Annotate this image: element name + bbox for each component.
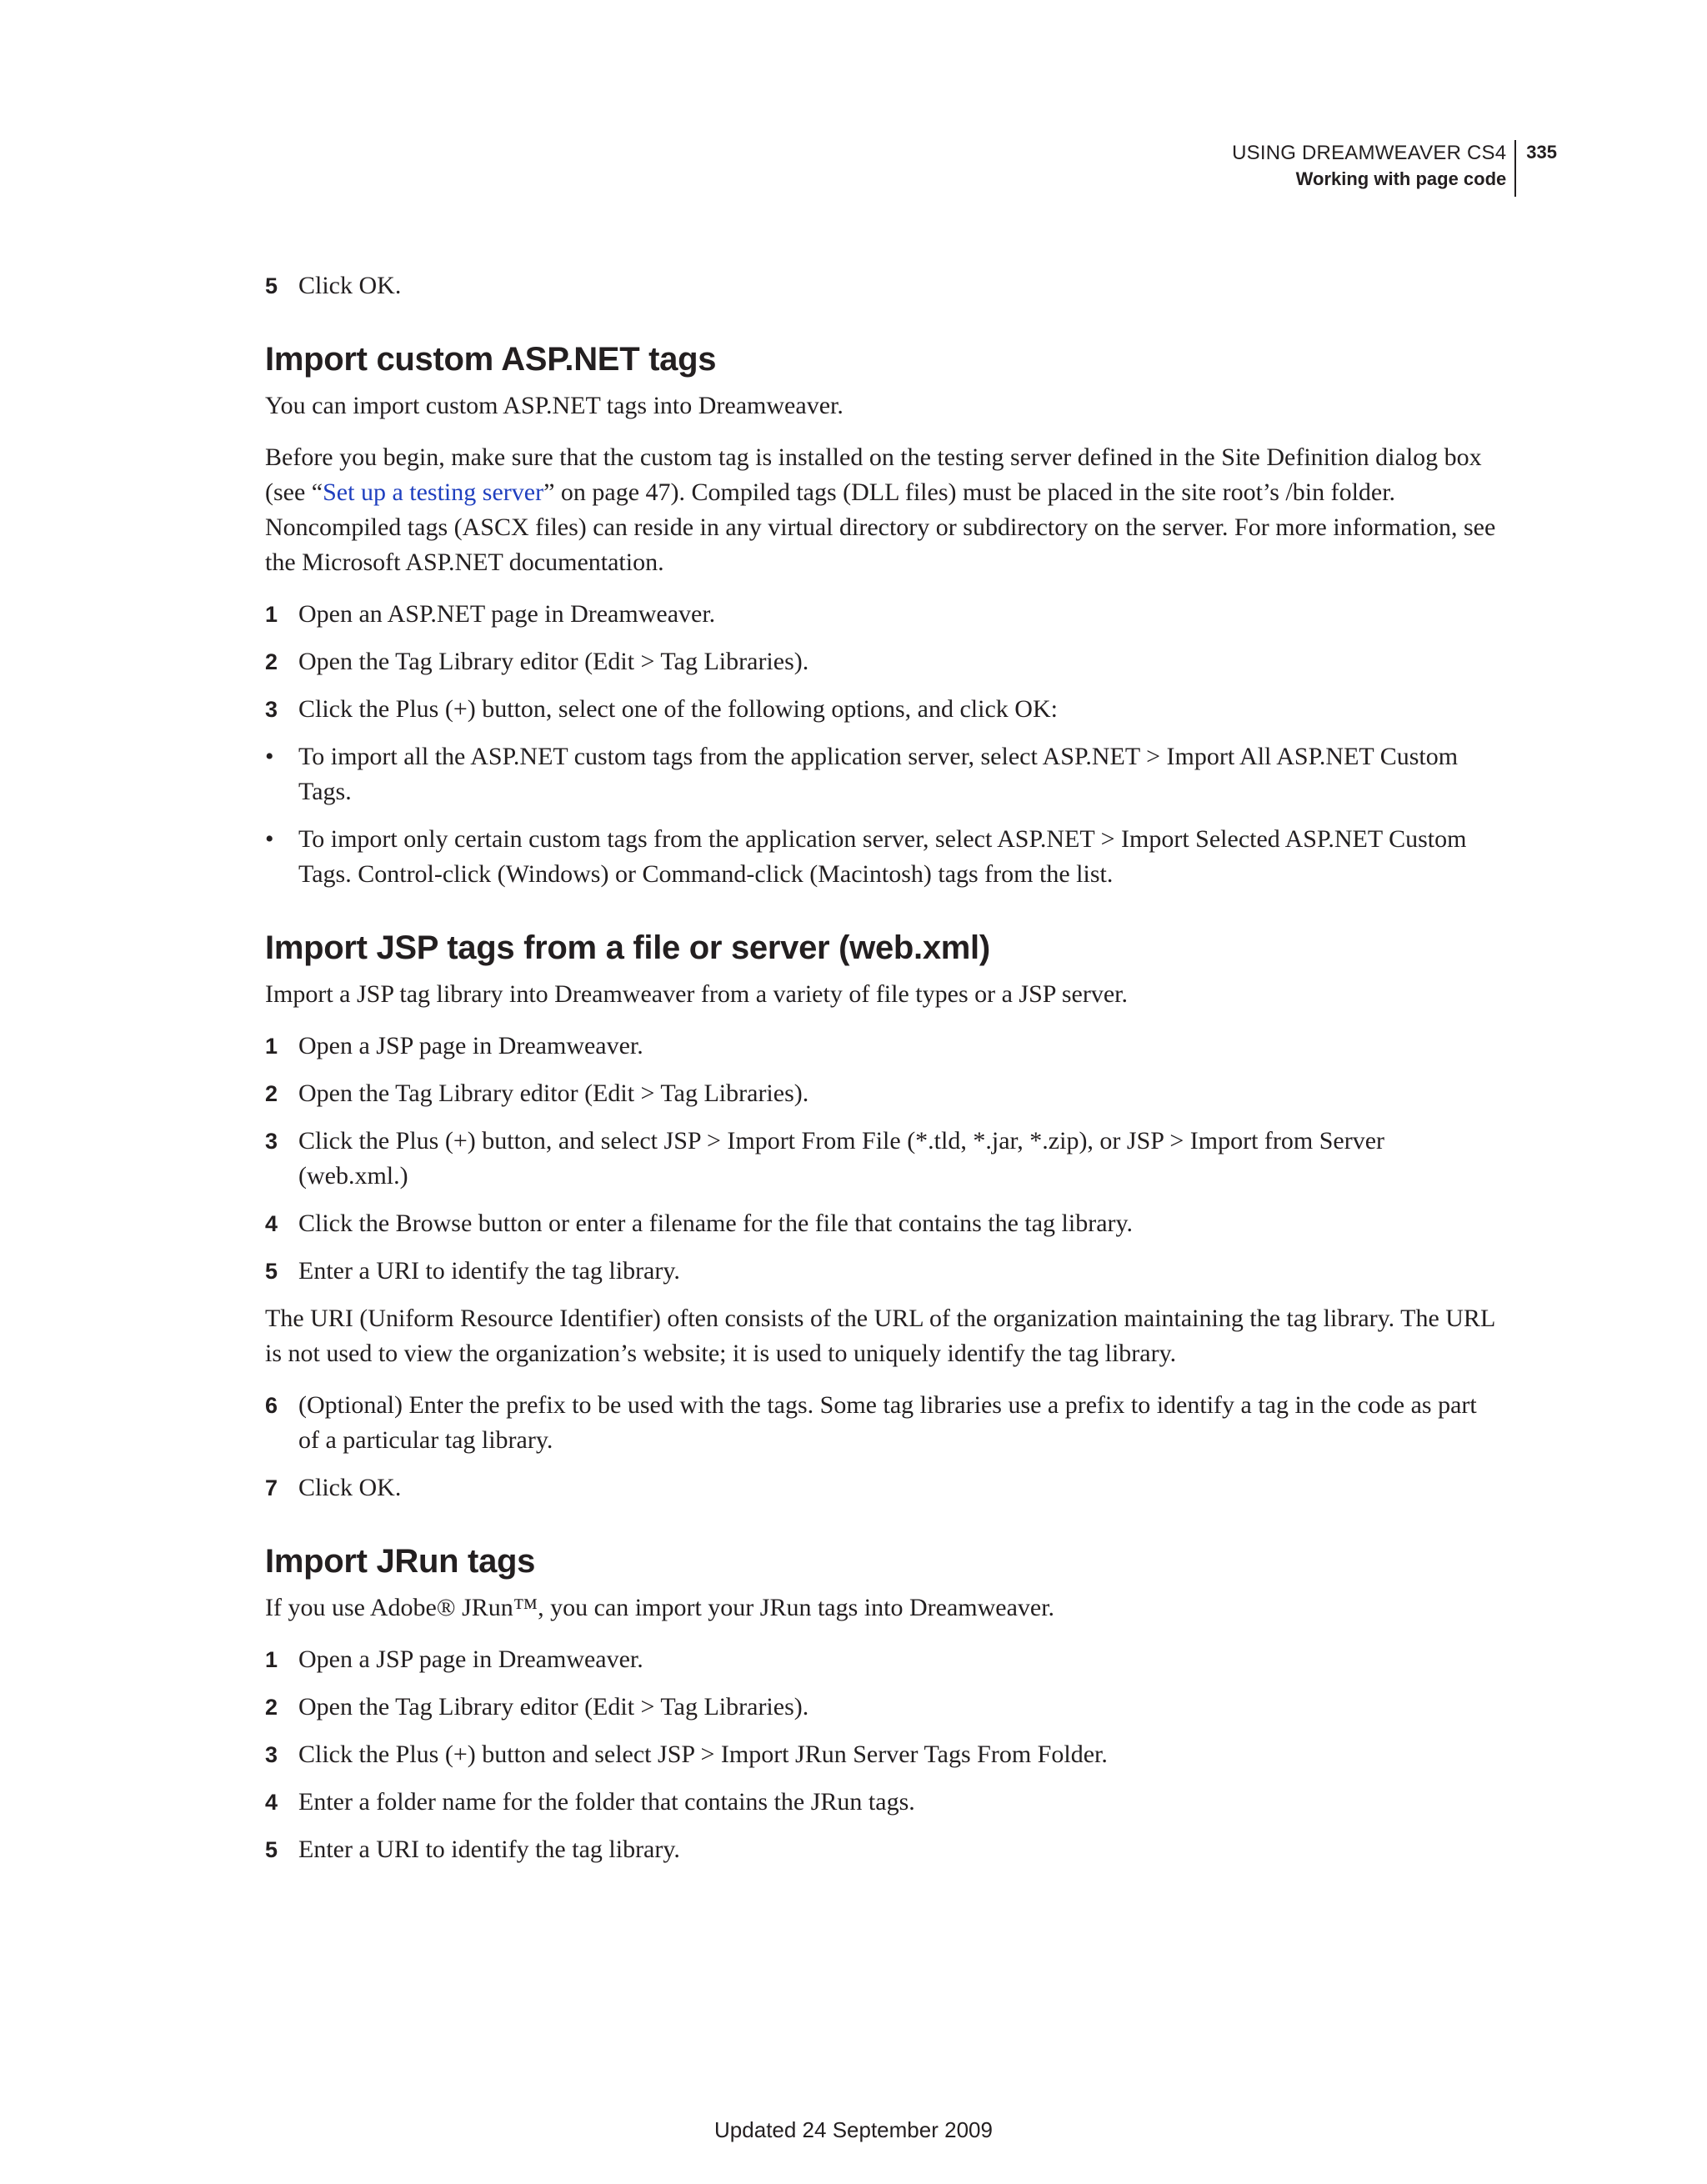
list-item: [265, 1206, 1499, 1241]
step-text: Click the Browse button or enter a filename for the file that contains the tag library.: [298, 1210, 1134, 1237]
section-heading-asp-net: Import custom ASP.NET tags: [265, 341, 717, 378]
section-heading-jsp: Import JSP tags from a file or server (web.xml): [265, 929, 990, 966]
list-item: [265, 597, 1499, 632]
step-text: Click the Plus (+) button and select JSP > Import JRun Server Tags From Folder.: [298, 1741, 1108, 1768]
step-number: 3: [265, 1129, 278, 1154]
link-set-up-testing-server[interactable]: Set up a testing server: [323, 478, 544, 506]
uri-note: The URI (Uniform Resource Identifier) often consists of the URL of the organization maintaining the tag library. The URL is not used to view the organization’s website; it is used to uniquely identify the tag library.: [265, 1305, 1495, 1367]
bullet-icon: •: [265, 825, 274, 853]
list-item: [265, 1470, 1499, 1505]
section-intro: You can import custom ASP.NET tags into Dreamweaver.: [265, 392, 843, 419]
list-item: [265, 1737, 1499, 1772]
step-text: Click the Plus (+) button, and select JSP > Import From File (*.tld, *.jar, *.zip), or JSP > Import from Server (web.xml.): [298, 1127, 1385, 1190]
bullet-text: To import only certain custom tags from the application server, select ASP.NET > Import Selected ASP.NET Custom Tags. Control-click (Windows) or Command-click (Macintosh) tags from the list.: [298, 825, 1467, 888]
page-body: [265, 268, 1499, 1880]
step-number: 4: [265, 1211, 278, 1236]
chapter-title: Working with page code: [1295, 168, 1507, 189]
step-text: Open the Tag Library editor (Edit > Tag Libraries).: [298, 1079, 809, 1107]
section-intro: If you use Adobe® JRun™, you can import your JRun tags into Dreamweaver.: [265, 1594, 1055, 1621]
page-footer: Updated 24 September 2009: [714, 2117, 993, 2142]
section-intro: Import a JSP tag library into Dreamweaver from a variety of file types or a JSP server.: [265, 980, 1128, 1008]
list-item: [265, 1254, 1499, 1289]
step-text: Click the Plus (+) button, select one of the following options, and click OK:: [298, 695, 1058, 723]
paragraph-before-you-begin: [265, 440, 1499, 580]
doc-title: USING DREAMWEAVER CS4: [1232, 142, 1507, 164]
step-number: 5: [265, 273, 278, 298]
list-item: [265, 1642, 1499, 1677]
step-text: Open a JSP page in Dreamweaver.: [298, 1032, 643, 1059]
list-item: [265, 644, 1499, 679]
step-number: 3: [265, 697, 278, 722]
step-number: 1: [265, 1034, 278, 1059]
step-text: Click OK.: [298, 1474, 402, 1501]
step-text: Open an ASP.NET page in Dreamweaver.: [298, 600, 716, 628]
step-number: 1: [265, 602, 278, 627]
list-item: [265, 1690, 1499, 1725]
list-item: [265, 692, 1499, 727]
step-number: 2: [265, 1081, 278, 1106]
step-text: Open the Tag Library editor (Edit > Tag Libraries).: [298, 648, 809, 675]
list-item: [265, 1832, 1499, 1867]
step-text: Open a JSP page in Dreamweaver.: [298, 1646, 643, 1673]
step-number: 6: [265, 1393, 278, 1418]
step-number: 7: [265, 1475, 278, 1500]
step-text: Click OK.: [298, 272, 402, 299]
step-number: 5: [265, 1259, 278, 1284]
step-number: 2: [265, 1695, 278, 1720]
step-text: (Optional) Enter the prefix to be used with the tags. Some tag libraries use a prefix to identify a tag in the code as part of a particular tag library.: [298, 1391, 1477, 1454]
list-item: [265, 1029, 1499, 1064]
running-header: [1232, 140, 1557, 197]
section-heading-jrun: Import JRun tags: [265, 1543, 536, 1580]
list-item: [265, 1076, 1499, 1111]
step-number: 4: [265, 1790, 278, 1815]
list-item: [265, 1785, 1499, 1820]
step-text: Enter a folder name for the folder that contains the JRun tags.: [298, 1788, 915, 1816]
bullet-item: [265, 822, 1499, 892]
step-number: 3: [265, 1742, 278, 1767]
list-item: [265, 1388, 1499, 1458]
step-number: 2: [265, 649, 278, 674]
bullet-icon: •: [265, 743, 274, 770]
list-item: [265, 1124, 1499, 1194]
list-item: [265, 268, 1499, 303]
step-number: 1: [265, 1647, 278, 1672]
step-text: Enter a URI to identify the tag library.: [298, 1257, 680, 1285]
bullet-text: To import all the ASP.NET custom tags from the application server, select ASP.NET > Import All ASP.NET Custom Tags.: [298, 743, 1459, 805]
step-text: Enter a URI to identify the tag library.: [298, 1836, 680, 1863]
paragraph-text: ” on page 47). Compiled tags (DLL files) must be placed in the site root’s /bin folder. Noncompiled tags (ASCX files) can reside in any virtual directory or subdirectory on the server. For more information, see the Microsoft ASP.NET documentation.: [265, 478, 1496, 576]
paragraph-text: Before you begin, make sure that the custom tag is installed on the testing server defined in the Site Definition dialog box (see “: [265, 443, 1482, 506]
step-number: 5: [265, 1837, 278, 1862]
step-text: Open the Tag Library editor (Edit > Tag Libraries).: [298, 1693, 809, 1721]
bullet-item: [265, 739, 1499, 809]
running-header-text: [1232, 140, 1516, 197]
page-number: 335: [1526, 142, 1557, 163]
